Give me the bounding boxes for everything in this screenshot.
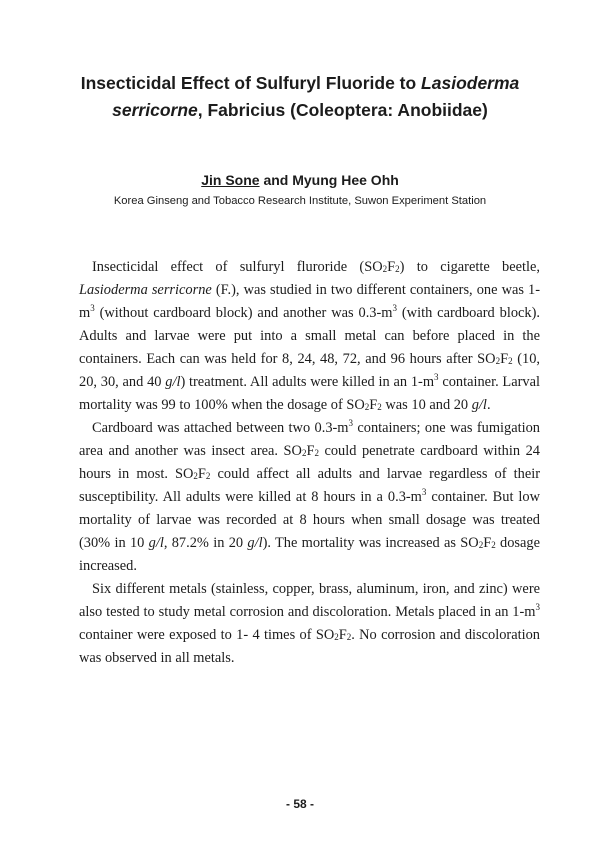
subscript: 2 [334, 632, 339, 642]
text-run: , 87.2% in 20 [163, 535, 248, 551]
text-run: (without cardboard block) and another was 0.3-m [94, 305, 393, 321]
text-run: Cardboard was attached between two 0.3-m [92, 420, 349, 436]
authors [40, 171, 560, 189]
superscript: 3 [348, 418, 353, 428]
unit: g/l [148, 535, 164, 551]
author-name: Myung Hee Ohh [292, 172, 399, 188]
text-run: could affect all adults and larvae regardless of their susceptibility. All adults were killed at 8 hours in a 0.3-m [79, 466, 540, 505]
subscript: 2 [395, 264, 400, 274]
text-run: ). The mortality was increased as SO [262, 535, 479, 551]
abstract-paragraph [79, 578, 540, 670]
text-run: container. But low mortality of larvae was recorded at 8 hours when small dosage was treated (30% in 10 [79, 489, 541, 551]
subscript: 2 [301, 448, 307, 458]
affiliation: Korea Ginseng and Tobacco Research Institute, Suwon Experiment Station [113, 195, 487, 207]
paper-title [40, 70, 560, 124]
title-text: Insecticidal Effect of Sulfuryl Fluoride to [80, 73, 422, 93]
text-run: container. Larval mortality was 99 to 100% when the dosage of SO [79, 374, 540, 413]
text-run: ) to cigarette beetle, [399, 259, 540, 275]
subscript: 2 [508, 356, 513, 366]
text-run: . [486, 397, 491, 413]
unit: g/l [165, 374, 181, 390]
subscript: 2 [193, 471, 198, 481]
text-run: F [387, 259, 396, 275]
subscript: 2 [491, 540, 496, 550]
subscript: 2 [314, 448, 319, 458]
text-run: container were exposed to 1- 4 times of SO [79, 627, 335, 643]
abstract-paragraph [79, 417, 540, 578]
subscript: 2 [205, 471, 211, 481]
text-run: Six different metals (stainless, copper, brass, aluminum, iron, and zinc) were also tested to study metal corrosion and discoloration. Metals placed in an 1-m [79, 581, 540, 620]
text-run: F [369, 397, 378, 413]
unit: g/l [247, 535, 263, 551]
text-run: F [197, 466, 206, 482]
subscript: 2 [495, 356, 501, 366]
abstract-paragraph [79, 256, 540, 417]
subscript: 2 [364, 402, 370, 412]
superscript: 3 [535, 602, 540, 612]
text-run: (10, 20, 30, and 40 [79, 351, 540, 390]
subscript: 2 [478, 540, 484, 550]
text-run: could penetrate cardboard within 24 hours in most. SO [79, 443, 540, 482]
superscript: 3 [434, 372, 439, 382]
species-name: Lasioderma serricorne [79, 282, 212, 298]
subscript: 2 [377, 402, 382, 412]
text-run: (with cardboard block). Adults and larvae were put into a small metal can before placed in the containers. Each can was held for 8, 24, 48, 72, and 96 hours after SO [79, 305, 540, 367]
text-run: containers; one was fumigation area and another was insect area. SO [79, 420, 540, 459]
text-run: was 10 and 20 [381, 397, 472, 413]
subscript: 2 [382, 264, 388, 274]
title-text-end: , Fabricius (Coleoptera: Anobiidae) [197, 100, 488, 120]
superscript: 3 [90, 303, 95, 313]
author-conjunction: and [259, 172, 293, 188]
superscript: 3 [392, 303, 397, 313]
subscript: 2 [346, 632, 352, 642]
text-run: F [483, 535, 492, 551]
text-run: Insecticidal effect of sulfuryl fluroride (SO [92, 259, 383, 275]
abstract [79, 256, 540, 670]
author-name: Jin Sone [201, 172, 260, 188]
unit: g/l [471, 397, 487, 413]
superscript: 3 [421, 487, 427, 497]
text-run: dosage increased. [79, 535, 540, 574]
text-run: F [500, 351, 509, 367]
title-species: Lasioderma serricorne [112, 73, 520, 120]
text-run: (F.), was studied in two different containers, one was 1-m [79, 282, 541, 321]
text-run: F [306, 443, 315, 459]
text-run: F [338, 627, 347, 643]
page-number: - 58 - [285, 797, 314, 811]
text-run: . No corrosion and discoloration was observed in all metals. [79, 627, 540, 666]
text-run: ) treatment. All adults were killed in an 1-m [180, 374, 435, 390]
